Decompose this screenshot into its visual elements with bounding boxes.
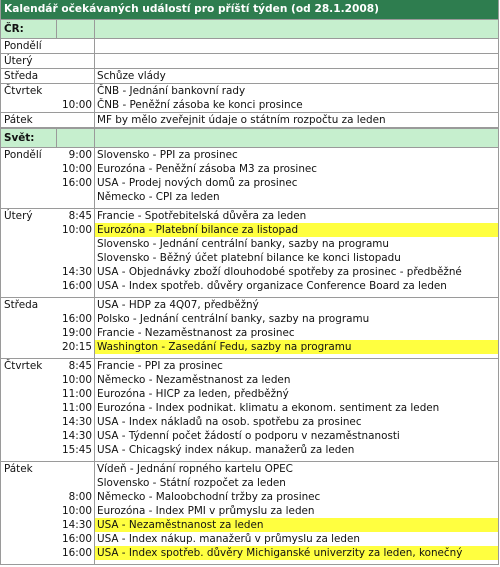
day-group (1, 39, 498, 54)
group-spacer (1, 457, 498, 461)
table-row (1, 113, 498, 127)
event-cell: MF by mělo zveřejnit údaje o státním rozpočtu za leden (97, 114, 386, 126)
table-row (1, 251, 498, 265)
event-cell: USA - Index spotřeb. důvěry organizace Conference Board za leden (97, 280, 447, 292)
event-cell-highlighted: Washington - Zasedání Fedu, sazby na programu (95, 340, 498, 354)
time-cell: 15:45 (57, 443, 95, 457)
day-cell (1, 237, 57, 251)
event-cell: USA - Objednávky zboží dlouhodobé spotřeby za prosinec - předběžné (97, 266, 462, 278)
time-cell: 8:00 (57, 490, 95, 504)
section-header-world (1, 128, 498, 148)
day-cell (1, 401, 57, 415)
time-cell (57, 237, 95, 251)
day-cell: Úterý (4, 55, 33, 67)
time-cell: 10:00 (57, 223, 95, 237)
event-cell: Slovensko - PPI za prosinec (97, 149, 238, 161)
group-spacer (1, 354, 498, 358)
time-cell (57, 54, 95, 68)
time-cell: 16:00 (57, 546, 95, 560)
day-cell (1, 190, 57, 204)
day-group (1, 69, 498, 84)
time-cell: 19:00 (57, 326, 95, 340)
table-row (1, 69, 498, 83)
day-group (1, 148, 498, 209)
day-cell: Středa (4, 70, 39, 82)
day-group (1, 113, 498, 128)
event-cell: USA - HDP za 4Q07, předběžný (97, 299, 259, 311)
table-row (1, 476, 498, 490)
table-row (1, 209, 498, 223)
day-cell (1, 476, 57, 490)
event-cell-highlighted: USA - Index spotřeb. důvěry Michiganské univerzity za leden, konečný (95, 546, 498, 560)
event-cell-highlighted: Eurozóna - Platební bilance za listopad (95, 223, 498, 237)
time-cell: 16:00 (57, 279, 95, 293)
day-cell (1, 98, 57, 112)
time-cell (57, 39, 95, 53)
event-cell: Polsko - Jednání centrální banky, sazby na programu (97, 313, 370, 325)
day-group (1, 84, 498, 113)
table-row (1, 359, 498, 373)
day-cell (1, 265, 57, 279)
day-cell (1, 532, 57, 546)
section-time-cell (57, 20, 95, 38)
day-cell (1, 490, 57, 504)
table-row (1, 84, 498, 98)
day-cell: Čtvrtek (4, 85, 43, 97)
time-cell: 9:00 (57, 148, 95, 162)
time-cell: 10:00 (57, 98, 95, 112)
table-row (1, 298, 498, 312)
table-row (1, 518, 498, 532)
time-cell: 8:45 (57, 209, 95, 223)
time-cell: 16:00 (57, 312, 95, 326)
day-cell (1, 429, 57, 443)
event-cell: USA - Index nákup. manažerů v průmyslu za leden (97, 533, 360, 545)
event-cell: Francie - Spotřebitelská důvěra za leden (97, 210, 307, 222)
table-row (1, 148, 498, 162)
event-cell: Německo - CPI za leden (97, 191, 220, 203)
table-title: Kalendář očekávaných událostí pro příští týden (od 28.1.2008) (1, 0, 498, 19)
table-row (1, 532, 498, 546)
table-row (1, 279, 498, 293)
table-row (1, 387, 498, 401)
time-cell: 20:15 (57, 340, 95, 354)
group-spacer (1, 560, 498, 564)
day-cell: Pondělí (4, 40, 42, 52)
table-row (1, 504, 498, 518)
section-event-cell (95, 20, 498, 38)
day-cell (1, 162, 57, 176)
event-cell: Slovensko - Jednání centrální banky, sazby na programu (97, 238, 390, 250)
time-cell: 14:30 (57, 429, 95, 443)
day-cell: Úterý (4, 210, 33, 222)
day-group (1, 359, 498, 462)
event-cell: Německo - Nezaměstnanost za leden (97, 374, 291, 386)
event-cell: USA - Prodej nových domů za prosinec (97, 177, 298, 189)
table-row (1, 401, 498, 415)
event-cell: Eurozóna - Index podnikat. klimatu a ekonom. sentiment za leden (97, 402, 440, 414)
day-cell (1, 176, 57, 190)
event-cell-highlighted: USA - Nezaměstnanost za leden (95, 518, 498, 532)
cr-events (1, 39, 498, 128)
day-cell: Středa (4, 299, 39, 311)
group-spacer (1, 293, 498, 297)
day-cell (1, 518, 57, 532)
event-cell: ČNB - Jednání bankovní rady (97, 85, 246, 97)
time-cell (57, 462, 95, 476)
time-cell: 16:00 (57, 176, 95, 190)
table-row (1, 39, 498, 53)
time-cell: 14:30 (57, 518, 95, 532)
day-cell (1, 223, 57, 237)
event-cell (95, 54, 498, 68)
time-cell: 14:30 (57, 265, 95, 279)
day-cell: Čtvrtek (4, 360, 43, 372)
day-group (1, 462, 498, 565)
day-cell (1, 443, 57, 457)
table-row (1, 223, 498, 237)
section-label: Svět: (1, 129, 57, 147)
day-cell (1, 326, 57, 340)
event-cell: ČNB - Peněžní zásoba ke konci prosince (97, 99, 303, 111)
event-cell: Slovensko - Státní rozpočet za leden (97, 477, 286, 489)
time-cell (57, 113, 95, 127)
table-row (1, 546, 498, 560)
day-cell (1, 312, 57, 326)
day-cell (1, 504, 57, 518)
time-cell (57, 190, 95, 204)
section-event-cell (95, 129, 498, 147)
table-row (1, 490, 498, 504)
day-cell (1, 546, 57, 560)
day-group (1, 209, 498, 298)
time-cell: 14:30 (57, 415, 95, 429)
table-row (1, 326, 498, 340)
table-row (1, 462, 498, 476)
day-cell (1, 387, 57, 401)
event-cell: Eurozóna - HICP za leden, předběžný (97, 388, 289, 400)
event-cell: Německo - Maloobchodní tržby za prosinec (97, 491, 321, 503)
event-cell: Francie - PPI za prosinec (97, 360, 223, 372)
table-row (1, 429, 498, 443)
table-row (1, 373, 498, 387)
day-cell: Pátek (4, 114, 33, 126)
day-cell (1, 279, 57, 293)
day-cell: Pátek (4, 463, 33, 475)
day-cell (1, 373, 57, 387)
section-header-cr (1, 19, 498, 39)
time-cell: 8:45 (57, 359, 95, 373)
section-time-cell (57, 129, 95, 147)
day-cell: Pondělí (4, 149, 42, 161)
table-row (1, 98, 498, 112)
table-row (1, 190, 498, 204)
event-cell: Schůze vlády (97, 70, 166, 82)
group-spacer (1, 204, 498, 208)
time-cell: 11:00 (57, 387, 95, 401)
event-cell: Francie - Nezaměstnanost za prosinec (97, 327, 295, 339)
day-cell (1, 340, 57, 354)
day-cell (1, 415, 57, 429)
day-cell (1, 251, 57, 265)
time-cell: 11:00 (57, 401, 95, 415)
table-row (1, 176, 498, 190)
day-group (1, 54, 498, 69)
event-cell: Eurozóna - Peněžní zásoba M3 za prosinec (97, 163, 318, 175)
time-cell (57, 298, 95, 312)
event-cell: Slovensko - Běžný účet platební bilance ke konci listopadu (97, 252, 401, 264)
table-row (1, 265, 498, 279)
table-row (1, 237, 498, 251)
time-cell (57, 84, 95, 98)
event-cell (95, 39, 498, 53)
section-label: ČR: (1, 20, 57, 38)
table-row (1, 340, 498, 354)
world-events (1, 148, 498, 565)
table-row (1, 54, 498, 68)
time-cell: 10:00 (57, 504, 95, 518)
time-cell: 10:00 (57, 162, 95, 176)
table-row (1, 415, 498, 429)
time-cell: 10:00 (57, 373, 95, 387)
table-row (1, 312, 498, 326)
table-row (1, 443, 498, 457)
day-group (1, 298, 498, 359)
event-cell: Vídeň - Jednání ropného kartelu OPEC (97, 463, 293, 475)
time-cell: 16:00 (57, 532, 95, 546)
table-row (1, 162, 498, 176)
time-cell (57, 251, 95, 265)
event-cell: Eurozóna - Index PMI v průmyslu za leden (97, 505, 315, 517)
event-cell: USA - Index nákladů na osob. spotřebu za prosinec (97, 416, 362, 428)
time-cell (57, 69, 95, 83)
event-cell: USA - Chicagský index nákup. manažerů za leden (97, 444, 355, 456)
event-cell: USA - Týdenní počet žádostí o podporu v nezaměstnanosti (97, 430, 400, 442)
time-cell (57, 476, 95, 490)
